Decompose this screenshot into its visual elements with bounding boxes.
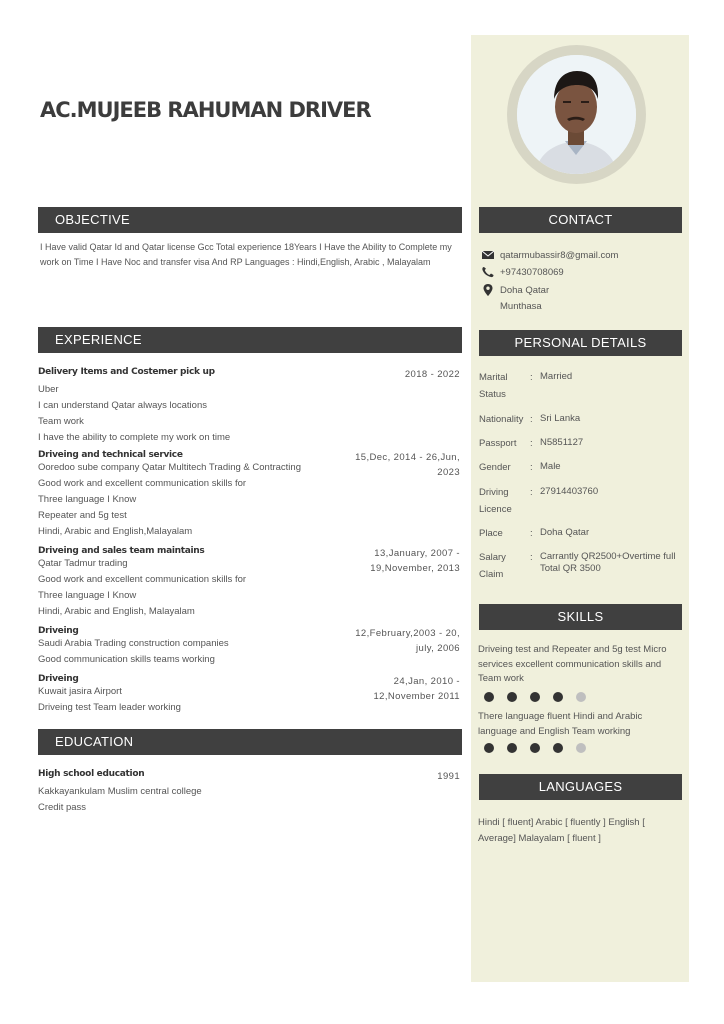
- contact-email-row: [481, 249, 618, 261]
- job-entry: [38, 674, 462, 716]
- education-entry: [38, 769, 462, 816]
- rating-dot-filled: [484, 692, 494, 702]
- contact-address-line1: Doha Qatar: [500, 284, 550, 296]
- personal-value: Married: [540, 371, 573, 382]
- education-heading: EDUCATION: [38, 729, 462, 755]
- objective-text: I Have valid Qatar Id and Qatar license Gcc Total experience 18Years I Have the Ability to Complete my work on Time I Have Noc and transfer visa And RP Languages : Hindi,English, Arabic , Malayalam: [40, 242, 452, 267]
- job-detail: Team work: [38, 416, 84, 427]
- job-detail: I can understand Qatar always locations: [38, 400, 207, 411]
- languages-heading: LANGUAGES: [479, 774, 682, 800]
- job-title: Driveing and technical service: [38, 450, 183, 460]
- personal-colon: :: [530, 438, 533, 449]
- personal-label: Salary Claim: [479, 552, 506, 580]
- personal-row-salary: [479, 549, 684, 585]
- rating-dot-filled: [530, 692, 540, 702]
- rating-dot-filled: [553, 692, 563, 702]
- skill-description: There language fluent Hindi and Arabic language and English Team working: [478, 711, 643, 737]
- location-pin-icon: [481, 284, 495, 296]
- job-detail: Three language I Know: [38, 590, 137, 601]
- portrait-image: [517, 55, 636, 174]
- job-detail: Hindi, Arabic and English,Malayalam: [38, 526, 193, 537]
- experience-heading: EXPERIENCE: [38, 327, 462, 353]
- rating-dot-filled: [507, 743, 517, 753]
- rating-dot-filled: [507, 692, 517, 702]
- job-detail: Good work and excellent communication skills for: [38, 574, 247, 585]
- personal-label: Driving Licence: [479, 487, 512, 515]
- personal-value: Sri Lanka: [540, 413, 581, 424]
- personal-colon: :: [530, 487, 533, 498]
- job-title: Driveing and sales team maintains: [38, 546, 205, 556]
- skill-rating: [484, 692, 586, 702]
- job-title: Delivery Items and Costemer pick up: [38, 367, 215, 377]
- personal-label: Place: [479, 528, 503, 539]
- rating-dot-filled: [484, 743, 494, 753]
- profile-photo: [507, 45, 646, 184]
- personal-row-place: [479, 525, 684, 542]
- rating-dot-empty: [576, 692, 586, 702]
- education-school: Kakkayankulam Muslim central college: [38, 786, 202, 797]
- personal-colon: :: [530, 552, 533, 563]
- objective-heading: OBJECTIVE: [38, 207, 462, 233]
- main-column: [38, 207, 462, 816]
- job-company: Saudi Arabia Trading construction companies: [38, 638, 229, 649]
- job-entry: [38, 450, 462, 540]
- candidate-name: AC.MUJEEB RAHUMAN DRIVER: [40, 98, 371, 122]
- personal-value: Male: [540, 461, 561, 472]
- contact-email[interactable]: qatarmubassir8@gmail.com: [500, 249, 619, 261]
- languages-text: Hindi [ fluent] Arabic [ fluently ] English [ Average] Malayalam [ fluent ]: [478, 817, 645, 844]
- personal-row-nationality: [479, 411, 684, 428]
- job-detail: I have the ability to complete my work on time: [38, 432, 231, 443]
- job-date: 24,Jan, 2010 - 12,November 2011: [373, 676, 460, 702]
- phone-icon: [481, 266, 495, 278]
- personal-value: 27914403760: [540, 486, 599, 497]
- personal-row-passport: [479, 435, 684, 452]
- job-title: Driveing: [38, 674, 79, 684]
- mail-icon: [481, 249, 495, 261]
- job-company: Kuwait jasira Airport: [38, 686, 122, 697]
- job-date: 13,January, 2007 - 19,November, 2013: [370, 548, 460, 574]
- personal-label: Passport: [479, 438, 517, 449]
- rating-dot-filled: [530, 743, 540, 753]
- job-detail: Three language I Know: [38, 494, 137, 505]
- job-company: Qatar Tadmur trading: [38, 558, 128, 569]
- rating-dot-filled: [553, 743, 563, 753]
- skill-rating: [484, 743, 586, 753]
- job-detail: Driveing test Team leader working: [38, 702, 181, 713]
- job-date: 2018 - 2022: [404, 369, 460, 380]
- personal-value: Carrantly QR2500+Overtime full Total QR 3500: [540, 551, 676, 574]
- personal-colon: :: [530, 462, 533, 473]
- job-entry: [38, 626, 462, 668]
- job-detail: Repeater and 5g test: [38, 510, 127, 521]
- personal-row-marital: [479, 369, 684, 405]
- personal-colon: :: [530, 528, 533, 539]
- personal-value: N5851127: [540, 437, 584, 448]
- skills-heading: SKILLS: [479, 604, 682, 630]
- job-entry: [38, 367, 462, 446]
- personal-row-licence: [479, 484, 684, 520]
- skill-description: Driveing test and Repeater and 5g test Micro services excellent communication skills and Team work: [478, 644, 667, 684]
- contact-phone-row: [481, 266, 564, 278]
- contact-address-row: [481, 284, 549, 296]
- rating-dot-empty: [576, 743, 586, 753]
- personal-details-heading: PERSONAL DETAILS: [479, 330, 682, 356]
- job-company: Ooredoo sube company Qatar Multitech Trading & Contracting: [38, 462, 301, 473]
- contact-phone[interactable]: +97430708069: [500, 266, 564, 278]
- personal-row-gender: [479, 459, 684, 476]
- job-date: 15,Dec, 2014 - 26,Jun, 2023: [355, 452, 460, 478]
- education-title: High school education: [38, 769, 145, 779]
- job-detail: Good work and excellent communication skills for: [38, 478, 247, 489]
- contact-heading: CONTACT: [479, 207, 682, 233]
- job-company: Uber: [38, 384, 59, 395]
- job-detail: Hindi, Arabic and English, Malayalam: [38, 606, 195, 617]
- education-result: Credit pass: [38, 802, 87, 813]
- personal-label: Gender: [479, 462, 511, 473]
- job-entry: [38, 546, 462, 620]
- education-date: 1991: [437, 771, 460, 782]
- contact-address-row2: [500, 301, 542, 312]
- personal-colon: :: [530, 372, 533, 383]
- job-detail: Good communication skills teams working: [38, 654, 215, 665]
- job-title: Driveing: [38, 626, 79, 636]
- personal-label: Nationality: [479, 414, 524, 425]
- job-date: 12,February,2003 - 20, july, 2006: [355, 628, 460, 654]
- personal-colon: :: [530, 414, 533, 425]
- personal-value: Doha Qatar: [540, 527, 590, 538]
- contact-address-line2: Munthasa: [500, 301, 542, 312]
- personal-label: Marital Status: [479, 372, 508, 400]
